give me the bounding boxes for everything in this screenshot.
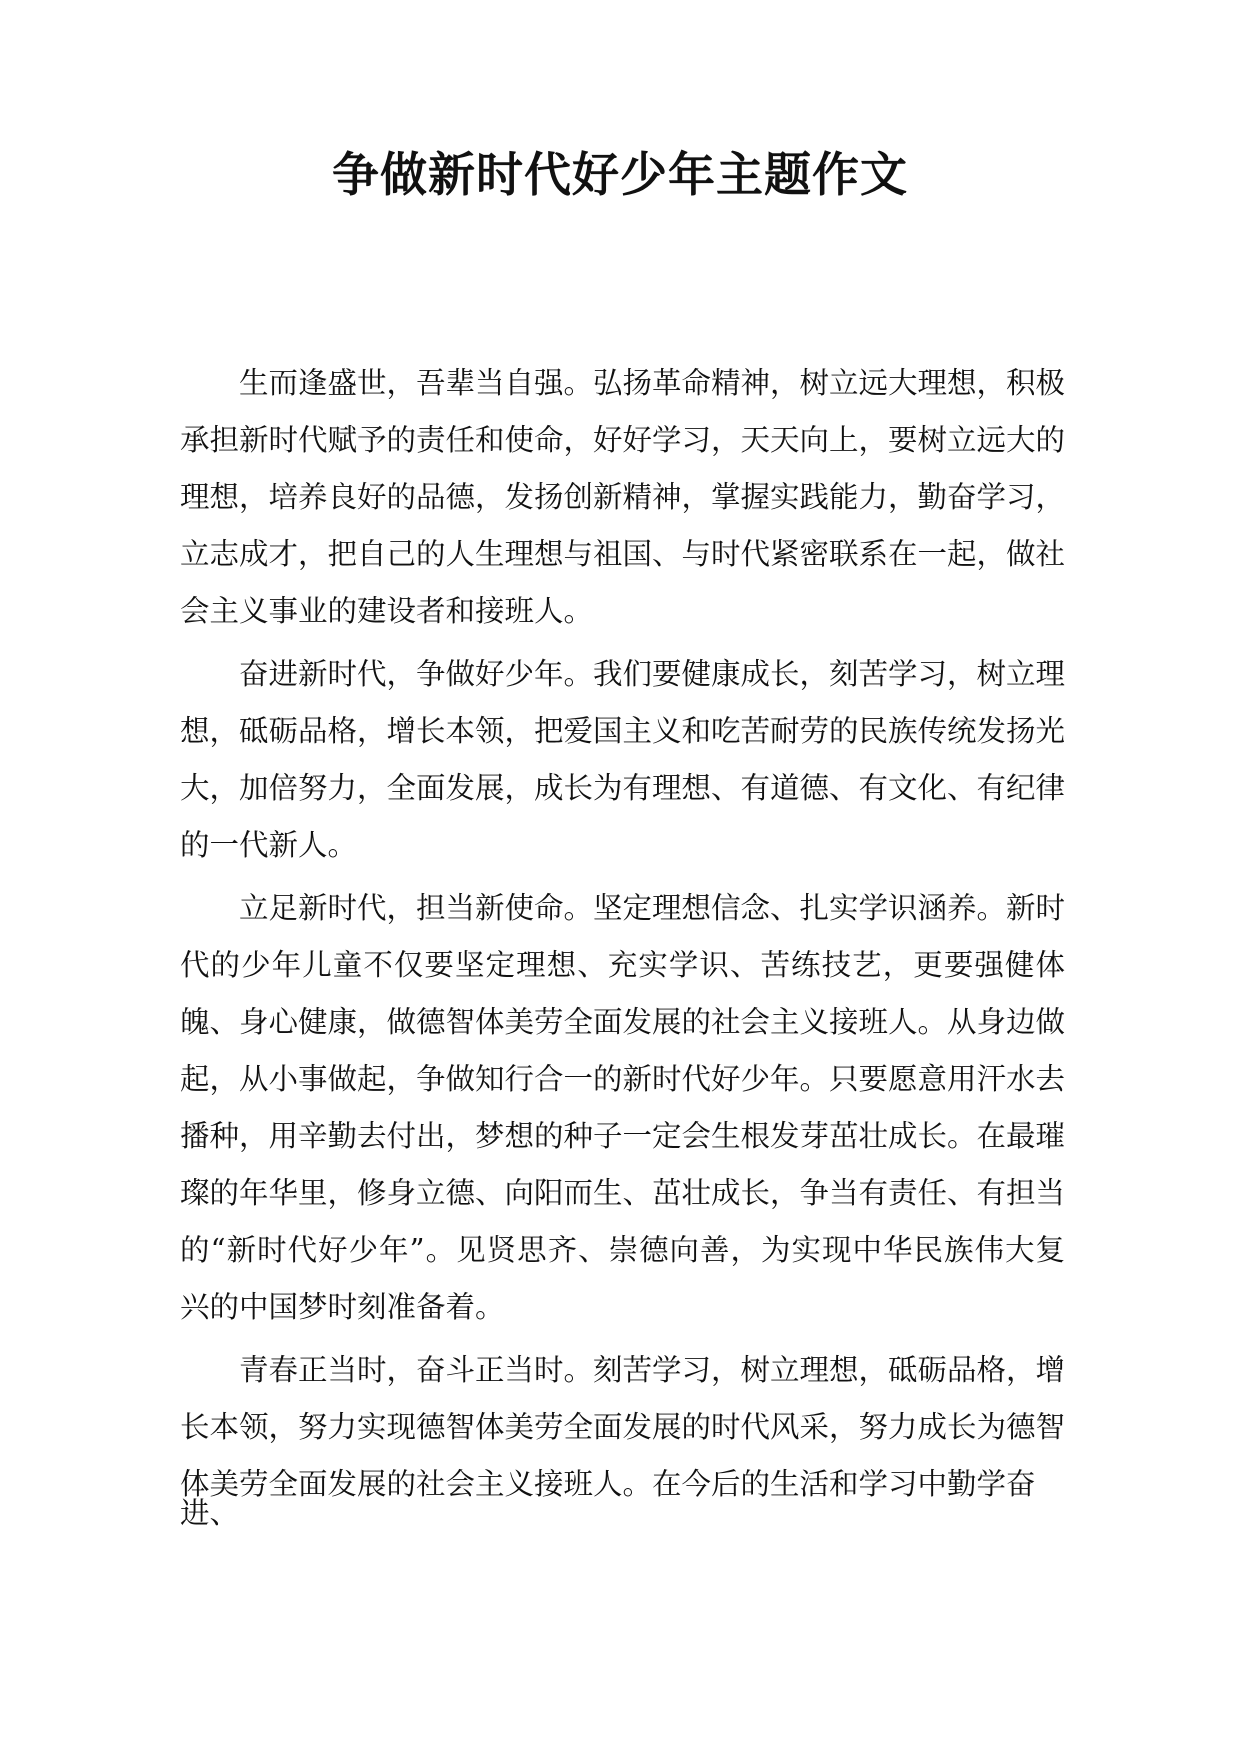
trailing-fragment: 进、 (180, 1496, 240, 1530)
paragraph-2: 奋进新时代，争做好少年。我们要健康成长，刻苦学习，树立理想，砥砺品格，增长本领，把爱国主义和吃苦耐劳的民族传统发扬光大，加倍努力，全面发展，成长为有理想、有道德、有文化、有纪律的一代新人。 (180, 657, 1066, 862)
paragraph-1: 生而逢盛世，吾辈当自强。弘扬革命精神，树立远大理想，积极承担新时代赋予的责任和使命，好好学习，天天向上，要树立远大的理想，培养良好的品德，发扬创新精神，掌握实践能力，勤奋学习，立志成才，把自己的人生理想与祖国、与时代紧密联系在一起，做社会主义事业的建设者和接班人。 (180, 366, 1066, 628)
document-body (180, 355, 1065, 1533)
document-title: 争做新时代好少年主题作文 (332, 148, 908, 203)
paragraph-4: 青春正当时，奋斗正当时。刻苦学习，树立理想，砥砺品格，增长本领，努力实现德智体美劳全面发展的时代风采，努力成长为德智体美劳全面发展的社会主义接班人。在今后的生活和学习中勤学奋 (180, 1353, 1066, 1501)
paragraph-3: 立足新时代，担当新使命。坚定理想信念、扎实学识涵养。新时代的少年儿童不仅要坚定理想、充实学识、苦练技艺，更要强健体魄、身心健康，做德智体美劳全面发展的社会主义接班人。从身边做起，从小事做起，争做知行合一的新时代好少年。只要愿意用汗水去播种，用辛勤去付出，梦想的种子一定会生根发芽茁壮成长。在最璀璨的年华里，修身立德、向阳而生、茁壮成长，争当有责任、有担当的“新时代好少年”。见贤思齐、崇德向善，为实现中华民族伟大复兴的中国梦时刻准备着。 (180, 891, 1066, 1324)
